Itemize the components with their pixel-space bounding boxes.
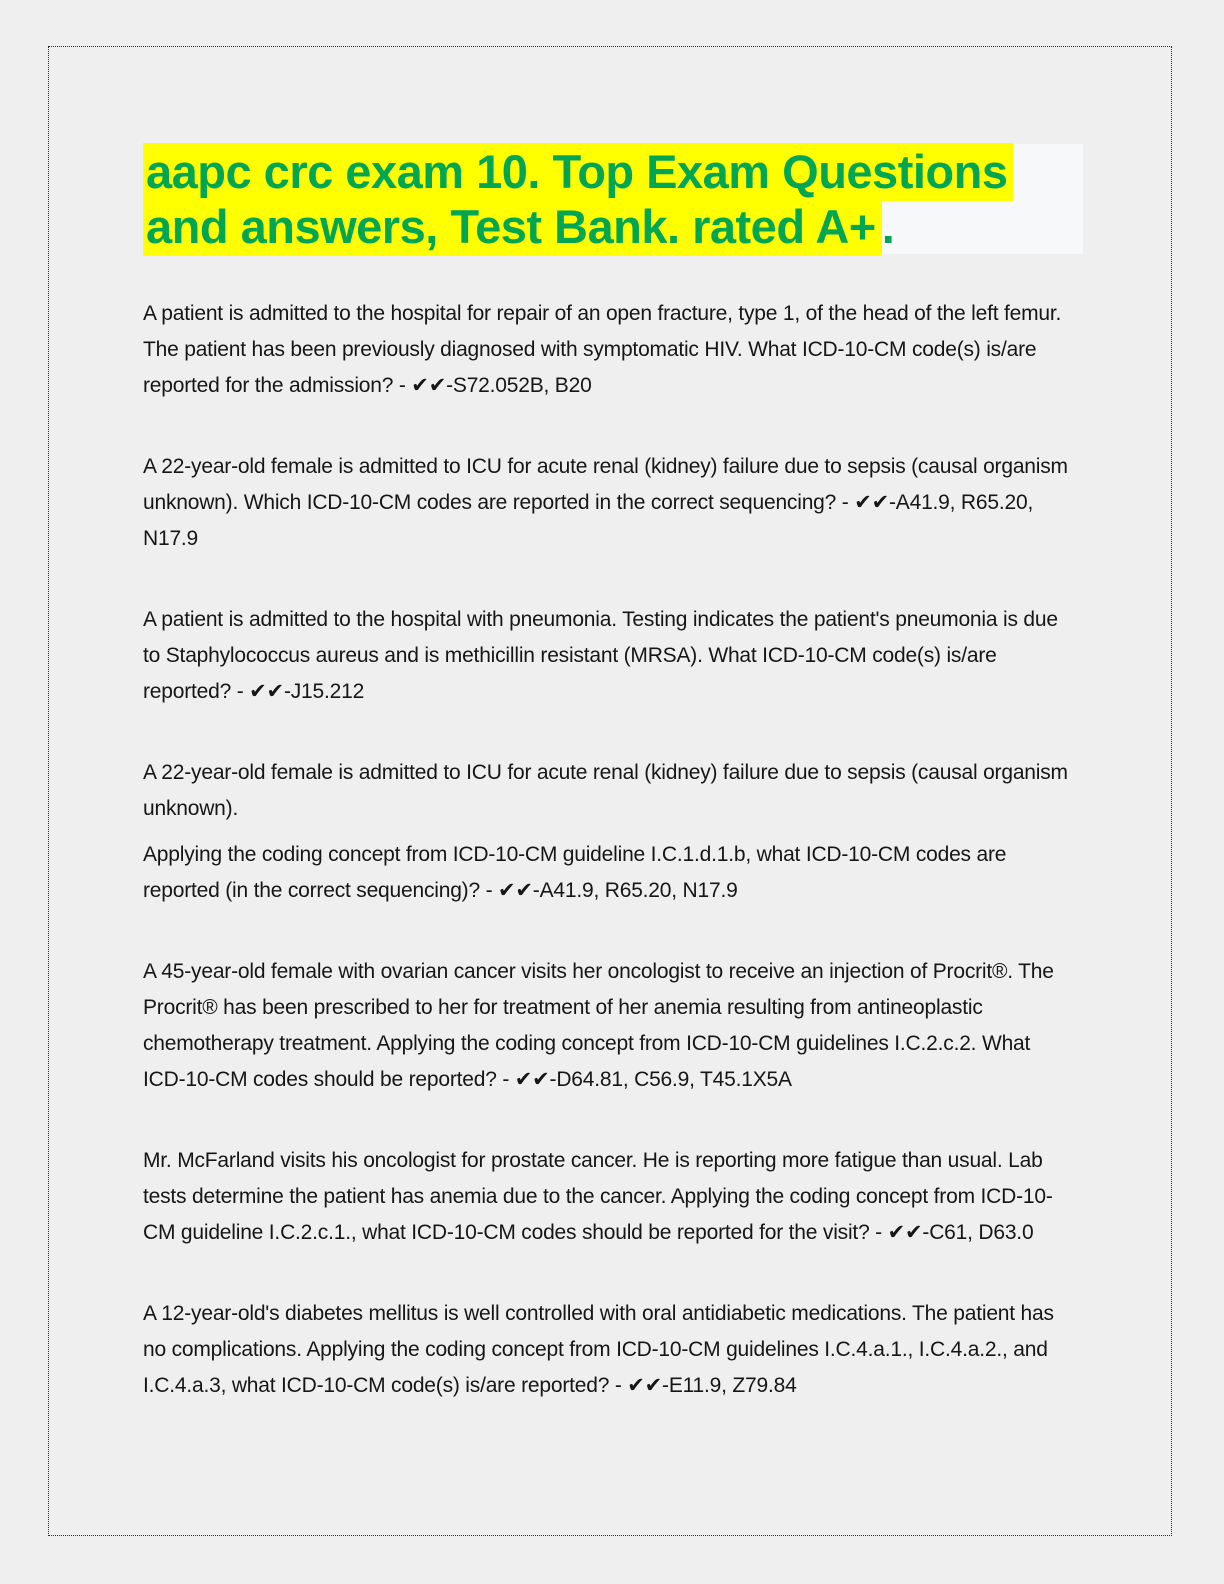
qa-paragraph: A 45-year-old female with ovarian cancer visits her oncologist to receive an injection of Procrit®. The Procrit® has been prescribed to her for treatment of her anemia resulting from antineoplastic chemotherapy treatment. Applying the coding concept from ICD-10-CM guidelines I.C.2.c.2. What ICD-10-CM codes should be reported? - ✔✔-D64.81, C56.9, T45.1X5A [143, 960, 1054, 1091]
qa-paragraph: A 22-year-old female is admitted to ICU for acute renal (kidney) failure due to sepsis (causal organism unknown). [143, 761, 1068, 820]
document-body [143, 296, 1072, 1449]
qa-paragraph: Mr. McFarland visits his oncologist for prostate cancer. He is reporting more fatigue than usual. Lab tests determine the patient has anemia due to the cancer. Applying the coding concept from ICD-10-CM guideline I.C.2.c.1., what ICD-10-CM codes should be reported for the visit? - ✔✔-C61, D63.0 [143, 1149, 1053, 1244]
title-line-2: and answers, Test Bank. rated A+ [143, 198, 882, 256]
qa-block [143, 602, 1072, 710]
document-title [143, 144, 1083, 254]
qa-paragraph: A patient is admitted to the hospital with pneumonia. Testing indicates the patient's pneumonia is due to Staphylococcus aureus and is methicillin resistant (MRSA). What ICD-10-CM code(s) is/are reported? - ✔✔-J15.212 [143, 608, 1058, 703]
qa-block [143, 1296, 1072, 1404]
qa-block [143, 296, 1072, 404]
qa-block [143, 1143, 1072, 1251]
qa-paragraph: A 22-year-old female is admitted to ICU for acute renal (kidney) failure due to sepsis (causal organism unknown). Which ICD-10-CM codes are reported in the correct sequencing? - ✔✔-A41.9, R65.20, N17.9 [143, 455, 1068, 550]
qa-paragraph: A patient is admitted to the hospital for repair of an open fracture, type 1, of the head of the left femur. The patient has been previously diagnosed with symptomatic HIV. What ICD-10-CM code(s) is/are reported for the admission? - ✔✔-S72.052B, B20 [143, 302, 1062, 397]
qa-block [143, 755, 1072, 909]
qa-block [143, 449, 1072, 557]
title-line-1: aapc crc exam 10. Top Exam Questions [143, 143, 1013, 201]
title-trailing-period: . [881, 200, 895, 253]
qa-block [143, 954, 1072, 1098]
qa-paragraph: Applying the coding concept from ICD-10-CM guideline I.C.1.d.1.b, what ICD-10-CM codes are reported (in the correct sequencing)? - ✔✔-A41.9, R65.20, N17.9 [143, 843, 1007, 902]
qa-paragraph: A 12-year-old's diabetes mellitus is well controlled with oral antidiabetic medications. The patient has no complications. Applying the coding concept from ICD-10-CM guidelines I.C.4.a.1., I.C.4.a.2., and I.C.4.a.3, what ICD-10-CM code(s) is/are reported? - ✔✔-E11.9, Z79.84 [143, 1302, 1054, 1397]
